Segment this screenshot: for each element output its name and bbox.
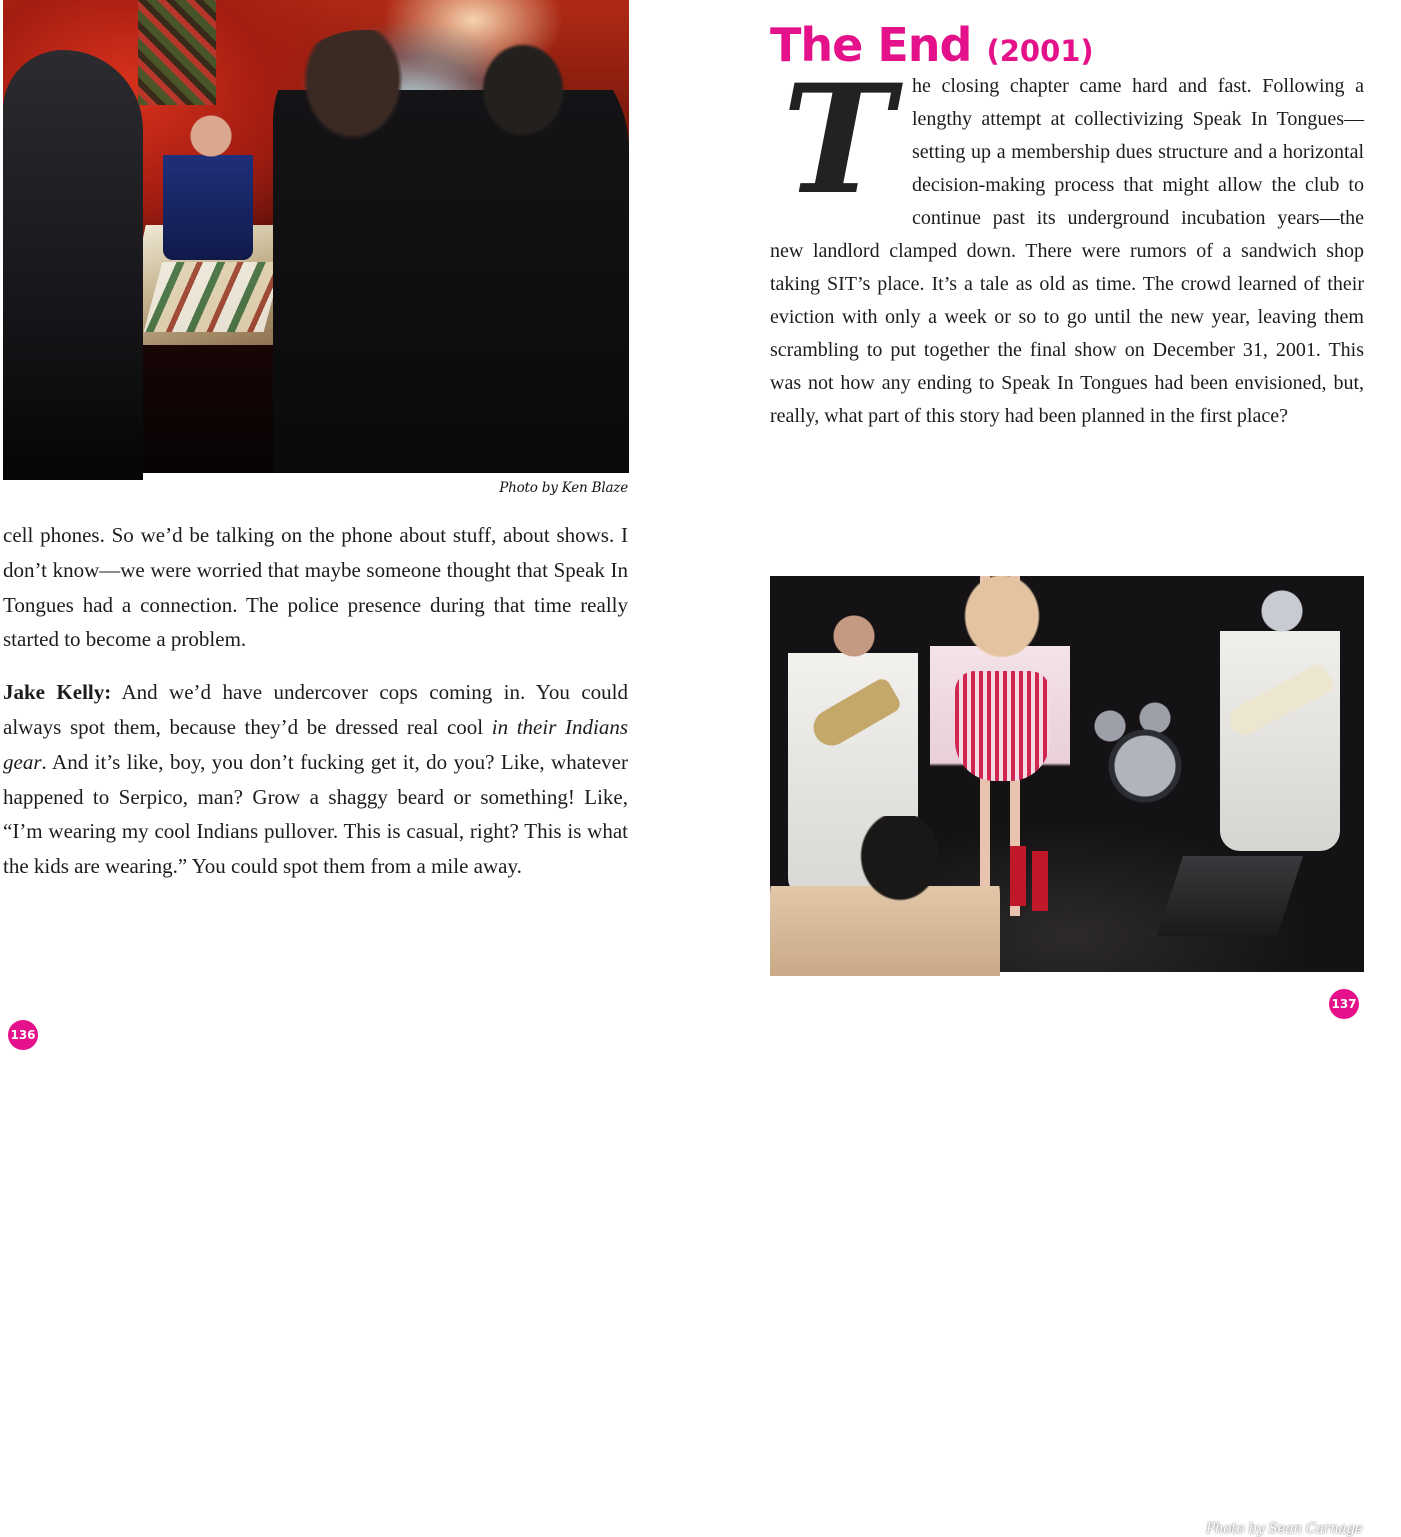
club-photo xyxy=(3,0,629,473)
quote-text: And we’d have undercover cops coming in. You could always spot them, because they’d be dressed real cool xyxy=(3,680,628,739)
zines-on-table xyxy=(144,262,283,332)
chapter-year: (2001) xyxy=(986,34,1094,68)
drop-cap: T xyxy=(782,52,894,228)
right-body-text xyxy=(770,52,1364,433)
chapter-title: The End xyxy=(770,18,972,72)
page-number: 136 xyxy=(8,1020,38,1050)
wall-painting xyxy=(138,0,216,105)
foreground-person xyxy=(3,50,143,480)
quote-italic: in their Indians gear xyxy=(3,714,629,774)
right-page xyxy=(700,0,1401,1537)
singer-dress xyxy=(955,671,1050,781)
paragraph: cell phones. So we’d be talking on the phone about stuff, about shows. I don’t know—we were worried that maybe someone thought that Speak In Tongues had a connection. The police presence during that time really started to become a problem. xyxy=(3,523,628,652)
left-page xyxy=(0,0,700,1050)
red-boot xyxy=(1010,846,1026,906)
page-number: 137 xyxy=(1329,989,1359,1019)
floor-monitor xyxy=(1157,856,1303,936)
red-boot xyxy=(1032,851,1048,911)
paragraph-quote xyxy=(3,675,628,884)
photo-caption: Photo by Ken Blaze xyxy=(499,480,628,496)
left-body-text xyxy=(3,518,628,884)
speaker-name: Jake Kelly: xyxy=(3,680,112,705)
photo-caption: Photo by Sean Carnage xyxy=(1206,1521,1363,1537)
seated-person xyxy=(163,110,253,260)
drum-kit xyxy=(1075,696,1185,806)
photographer xyxy=(770,816,1000,976)
quote-text-end: . And it’s like, boy, you don’t fucking get it, do you? Like, whatever happened to Serpico, man? Grow a shaggy beard or something! Like, “I’m wearing my cool Indians pullover. This is casual, right? This is what the kids are wearing.” You could spot them from a mile away. xyxy=(3,749,628,879)
body-paragraph: he closing chapter came hard and fast. Following a lengthy attempt at collectivizing Speak In Tongues—setting up a membership dues structure and a horizontal decision-making process that might allow the club to continue past its underground incubation years—the new landlord clamped down. There were rumors of a sandwich shop taking SIT’s place. It’s a tale as old as time. The crowd learned of their eviction with only a week or so to go until the new year, leaving them scrambling to put together the final show on December 31, 2001. This was not how any ending to Speak In Tongues had been envisioned, but, really, what part of this story had been planned in the first place? xyxy=(770,75,1364,427)
crowd xyxy=(273,30,629,473)
